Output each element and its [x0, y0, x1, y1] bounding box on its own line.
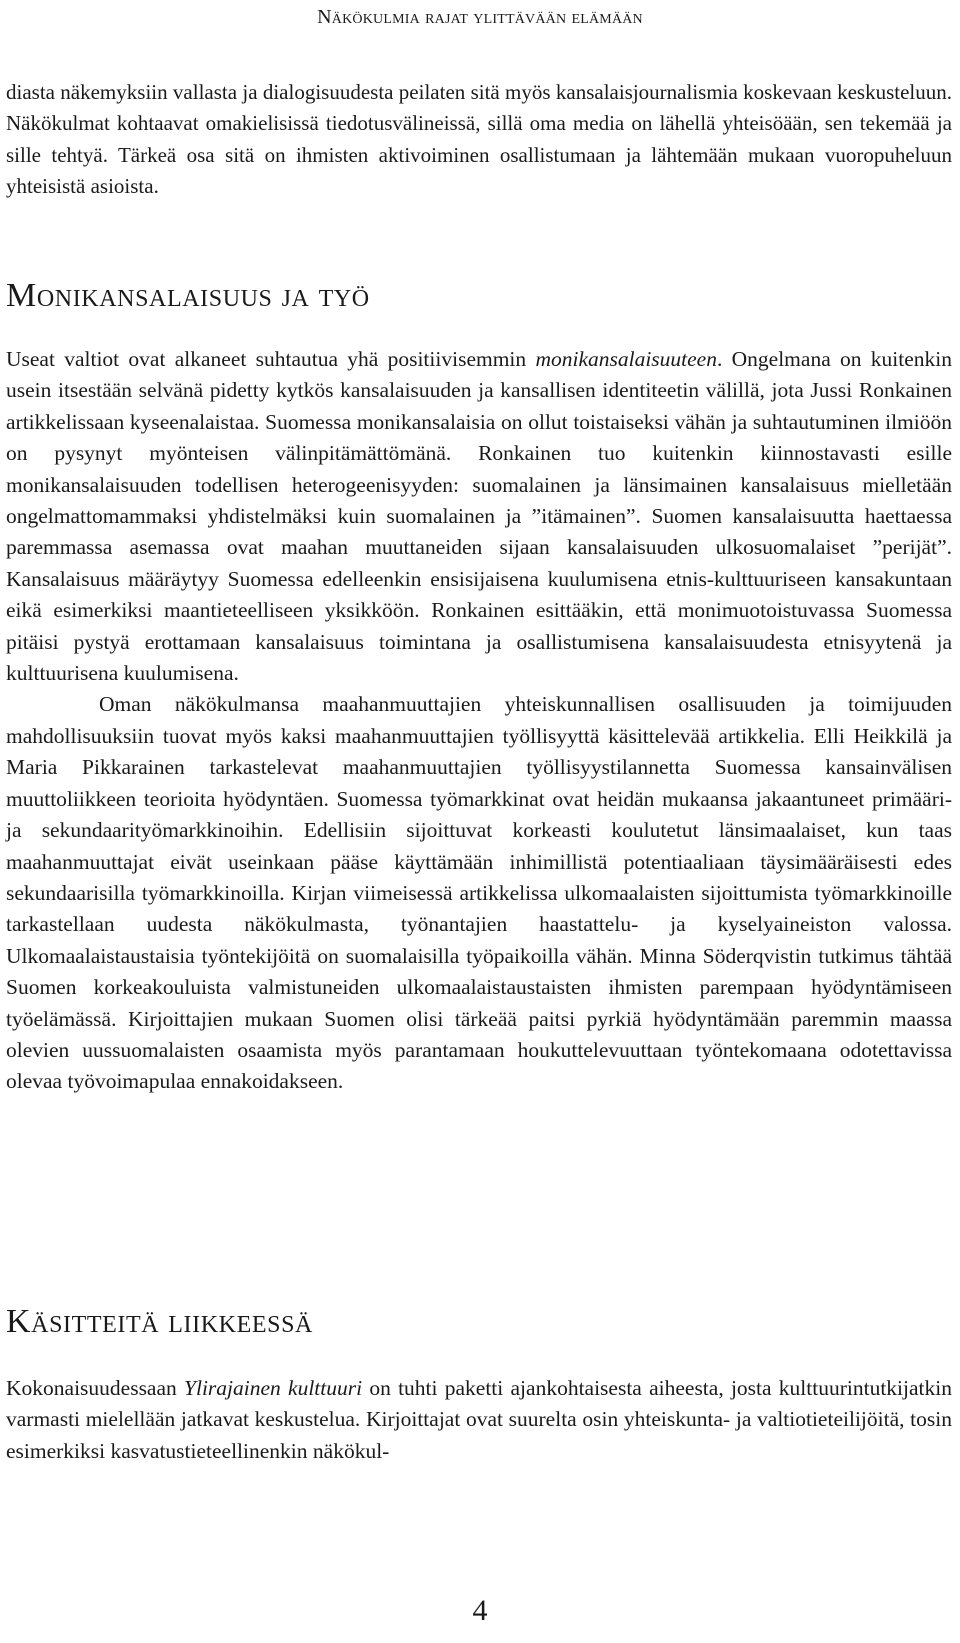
section2-p1-text-a: Kokonaisuudessaan: [6, 1376, 185, 1400]
section2-p1-italic-title: Ylirajainen kulttuuri: [184, 1376, 363, 1400]
section2-paragraph-1: [6, 1373, 952, 1467]
section1-p1-italic-term: monikansalaisuuteen: [535, 347, 717, 371]
intro-paragraph-block: [6, 77, 952, 203]
section1-paragraph-1: [6, 344, 952, 689]
section2-p1-text-b: on tuhti paketti ajankohtaisesta aiheesta, josta kulttuurintutkijatkin varmasti mielellään jatkavat keskustelua. Kirjoittajat ovat suurelta osin yhteiskunta- ja valtiotieteilijöitä, tosin esimerkiksi kasvatustieteellinenkin näkökul-: [6, 1376, 952, 1463]
section1-paragraph-2: Oman näkökulmansa maahanmuuttajien yhteiskunnallisen osallisuuden ja toimijuuden mahdollisuuksiin tuovat myös kaksi maahanmuuttajien työllisyyttä käsittelevää artikkelia. Elli Heikkilä ja Maria Pikkarainen tarkastelevat maahanmuuttajien työllisyystilannetta Suomessa kansainvälisen muuttoliikkeen teorioita hyödyntäen. Suomessa työmarkkinat ovat heidän mukaansa jakaantuneet primääri- ja sekundaarityömarkkinoihin. Edellisiin sijoittuvat korkeasti koulutetut länsimaalaiset, kun taas maahanmuuttajat eivät useinkaan pääse käyttämään inhimillistä potentiaaliaan täysimääräisesti edes sekundaarisilla työmarkkinoilla. Kirjan viimeisessä artikkelissa ulkomaalaisten sijoittumista työmarkkinoille tarkastellaan uudesta näkökulmasta, työnantajien haastattelu- ja kyselyaineiston valossa. Ulkomaalaistaustaisia työntekijöitä on suomalaisilla työpaikoilla vähän. Minna Söderqvistin tutkimus tähtää Suomen korkeakouluista valmistuneiden ulkomaalaistaustaisten ihmisten parempaan hyödyntämiseen työelämässä. Kirjoittajien mukaan Suomen olisi tärkeää paitsi pyrkiä hyödyntämään paremmin maassa olevien uussuomalaisten osaamista myös parantamaan houkuttelevuuttaan työntekomaana odotettavissa olevaa työvoimapulaa ennakoidakseen.: [6, 692, 952, 1094]
section-heading-kasitteita: Käsitteitä liikkeessä: [6, 1303, 313, 1340]
section1-p1-text-a: Useat valtiot ovat alkaneet suhtautua yhä positiivisemmin: [6, 347, 536, 371]
page-number: 4: [472, 1594, 488, 1627]
running-header: Näkökulmia rajat ylittävään elämään: [317, 6, 643, 28]
section1-p1-text-b: . Ongelmana on kuitenkin usein itsestään selvänä pidetty kytkös kansalaisuuden ja kansallisen identiteetin välillä, jota Jussi Ronkainen artikkelissaan kyseenalaistaa. Suomessa monikansalaisia on ollut toistaiseksi vähän ja suhtautuminen ilmiöön on pysynyt myönteisen välinpitämättömänä. Ronkainen tuo kuitenkin kiinnostavasti esille monikansalaisuuden todellisen heterogeenisyyden: suomalainen ja länsimainen kansalaisuus mielletään ongelmattomammaksi yhdistelmäksi kuin suomalainen ja ”itämainen”. Suomen kansalaisuutta haettaessa paremmassa asemassa ovat maahan muuttaneiden sijaan kansalaisuuden ulkosuomalaiset ”perijät”. Kansalaisuus määräytyy Suomessa edelleenkin ensisijaisena kuulumisena etnis-kulttuuriseen kansakuntaan eikä esimerkiksi maantieteelliseen yksikköön. Ronkainen esittääkin, että monimuotoistuvassa Suomessa pitäisi pystyä erottamaan kansalaisuus toimintana ja osallistumisena kansalaisuudesta etnisyytenä ja kulttuurisena kuulumisena.: [6, 347, 952, 686]
section2-body: [6, 1373, 952, 1467]
section-heading-monikansalaisuus: Monikansalaisuus ja työ: [6, 277, 370, 314]
intro-paragraph: diasta näkemyksiin vallasta ja dialogisuudesta peilaten sitä myös kansalaisjournalismia koskevaan keskusteluun. Näkökulmat kohtaavat omakielisissä tiedotusvälineissä, sillä oma media on lähellä yhteisöään, sen tekemää ja sille tehtyä. Tärkeä osa sitä on ihmisten aktivoiminen osallistumaan ja lähtemään mukaan vuoropuheluun yhteisistä asioista.: [6, 80, 952, 199]
section1-body: [6, 344, 952, 1098]
